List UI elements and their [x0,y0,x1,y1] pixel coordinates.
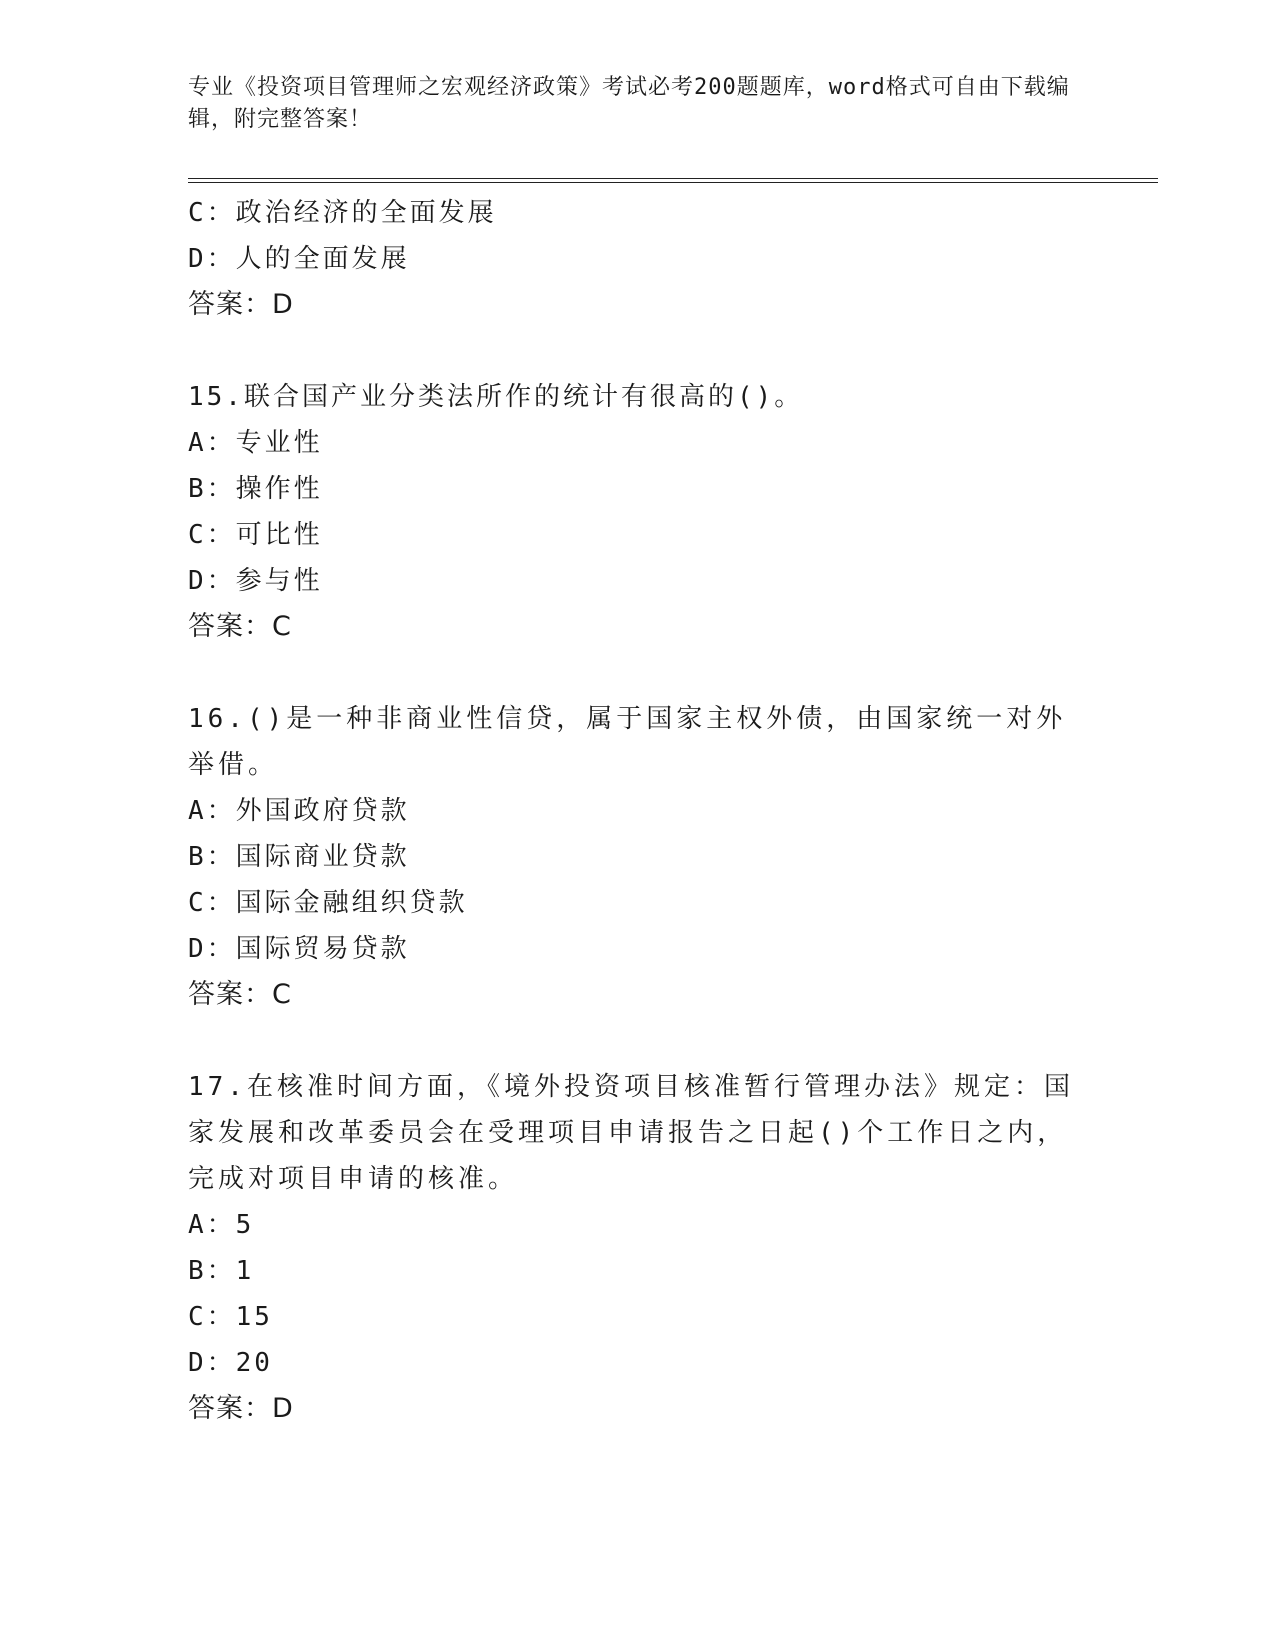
option-a: A：专业性 [188,428,323,458]
document-header: 专业《投资项目管理师之宏观经济政策》考试必考200题题库，word格式可自由下载编辑，附完整答案！ [188,75,1070,132]
option-d: D：参与性 [188,566,323,596]
option-c: C：15 [188,1302,273,1332]
option-a: A：5 [188,1210,255,1240]
answer: 答案：D [188,1393,294,1424]
question-15 [188,374,1088,650]
option-d: D：人的全面发展 [188,244,410,274]
spacer [188,1018,1088,1064]
spacer [188,650,1088,696]
option-c: C：可比性 [188,520,323,550]
answer: 答案：C [188,979,292,1010]
option-d: D：国际贸易贷款 [188,934,410,964]
question-14 [188,190,1088,328]
option-b: B：操作性 [188,474,323,504]
answer: 答案：C [188,611,292,642]
option-b: B：1 [188,1256,255,1286]
question-stem: 17.在核准时间方面，《境外投资项目核准暂行管理办法》规定：国家发展和改革委员会在受理项目申请报告之日起()个工作日之内，完成对项目申请的核准。 [188,1072,1074,1194]
question-16 [188,696,1088,1018]
question-stem: 16.()是一种非商业性信贷，属于国家主权外债，由国家统一对外举借。 [188,704,1067,780]
question-17 [188,1064,1088,1432]
option-d: D：20 [188,1348,273,1378]
option-a: A：外国政府贷款 [188,796,410,826]
spacer [188,328,1088,374]
answer: 答案：D [188,289,294,320]
header-divider [188,178,1158,183]
option-b: B：国际商业贷款 [188,842,410,872]
option-c: C：政治经济的全面发展 [188,198,497,228]
question-list [188,190,1088,1432]
question-stem: 15.联合国产业分类法所作的统计有很高的()。 [188,382,804,412]
option-c: C：国际金融组织贷款 [188,888,468,918]
